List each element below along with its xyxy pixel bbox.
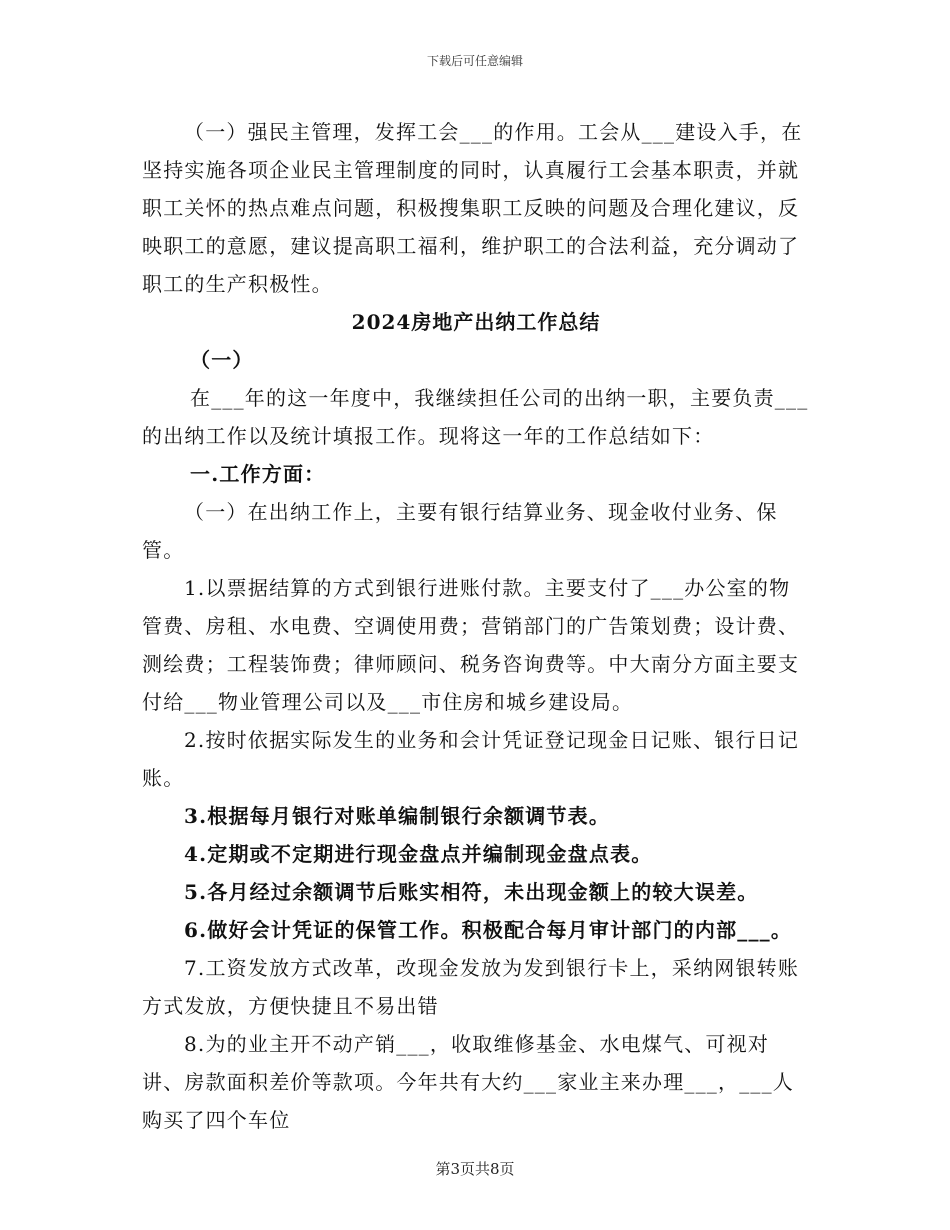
list-item: 3.根据每月银行对账单编制银行余额调节表。	[184, 804, 611, 828]
section-one-heading: （一）	[190, 348, 254, 372]
document-title: 2024房地产出纳工作总结	[351, 310, 601, 334]
document-body	[142, 113, 810, 1139]
list-item: 7.工资发放方式改革，改现金发放为发到银行卡上，采纳网银转账方式发放，方便快捷且不易出错	[142, 956, 800, 1018]
list-item: 2.按时依据实际发生的业务和会计凭证登记现金日记账、银行日记账。	[142, 728, 800, 790]
list-item: 5.各月经过余额调节后账实相符，未出现金额上的较大误差。	[184, 880, 759, 904]
list-item: 4.定期或不定期进行现金盘点并编制现金盘点表。	[184, 842, 653, 866]
page-footer: 第3页共8页	[435, 1160, 515, 1178]
intro-paragraph: 在___年的这一年度中，我继续担任公司的出纳一职，主要负责___的出纳工作以及统计填报工作。现将这一年的工作总结如下：	[142, 386, 809, 448]
list-item: 8.为的业主开不动产销___，收取维修基金、水电煤气、可视对讲、房款面积差价等款项。今年共有大约___家业主来办理___，___人购买了四个车位	[142, 1032, 794, 1132]
page-header: 下载后可任意编辑	[426, 54, 523, 68]
paragraph-union: （一）强民主管理，发挥工会___的作用。工会从___建设入手，在坚持实施各项企业民主管理制度的同时，认真履行工会基本职责，并就职工关怀的热点难点问题，积极搜集职工反映的问题及合理化建议，反映职工的意愿，建议提高职工福利，维护职工的合法利益，充分调动了职工的生产积极性。	[142, 120, 803, 296]
list-item: 6.做好会计凭证的保管工作。积极配合每月审计部门的内部___。	[184, 918, 793, 942]
cashier-work-paragraph: （一）在出纳工作上，主要有银行结算业务、现金收付业务、保管。	[142, 500, 778, 562]
work-heading: 一.工作方面：	[190, 462, 326, 486]
list-item: 1.以票据结算的方式到银行进账付款。主要支付了___办公室的物管费、房租、水电费、空调使用费；营销部门的广告策划费；设计费、测绘费；工程装饰费；律师顾问、税务咨询费等。中大南分方面主要支付给___物业管理公司以及___市住房和城乡建设局。	[142, 576, 800, 714]
